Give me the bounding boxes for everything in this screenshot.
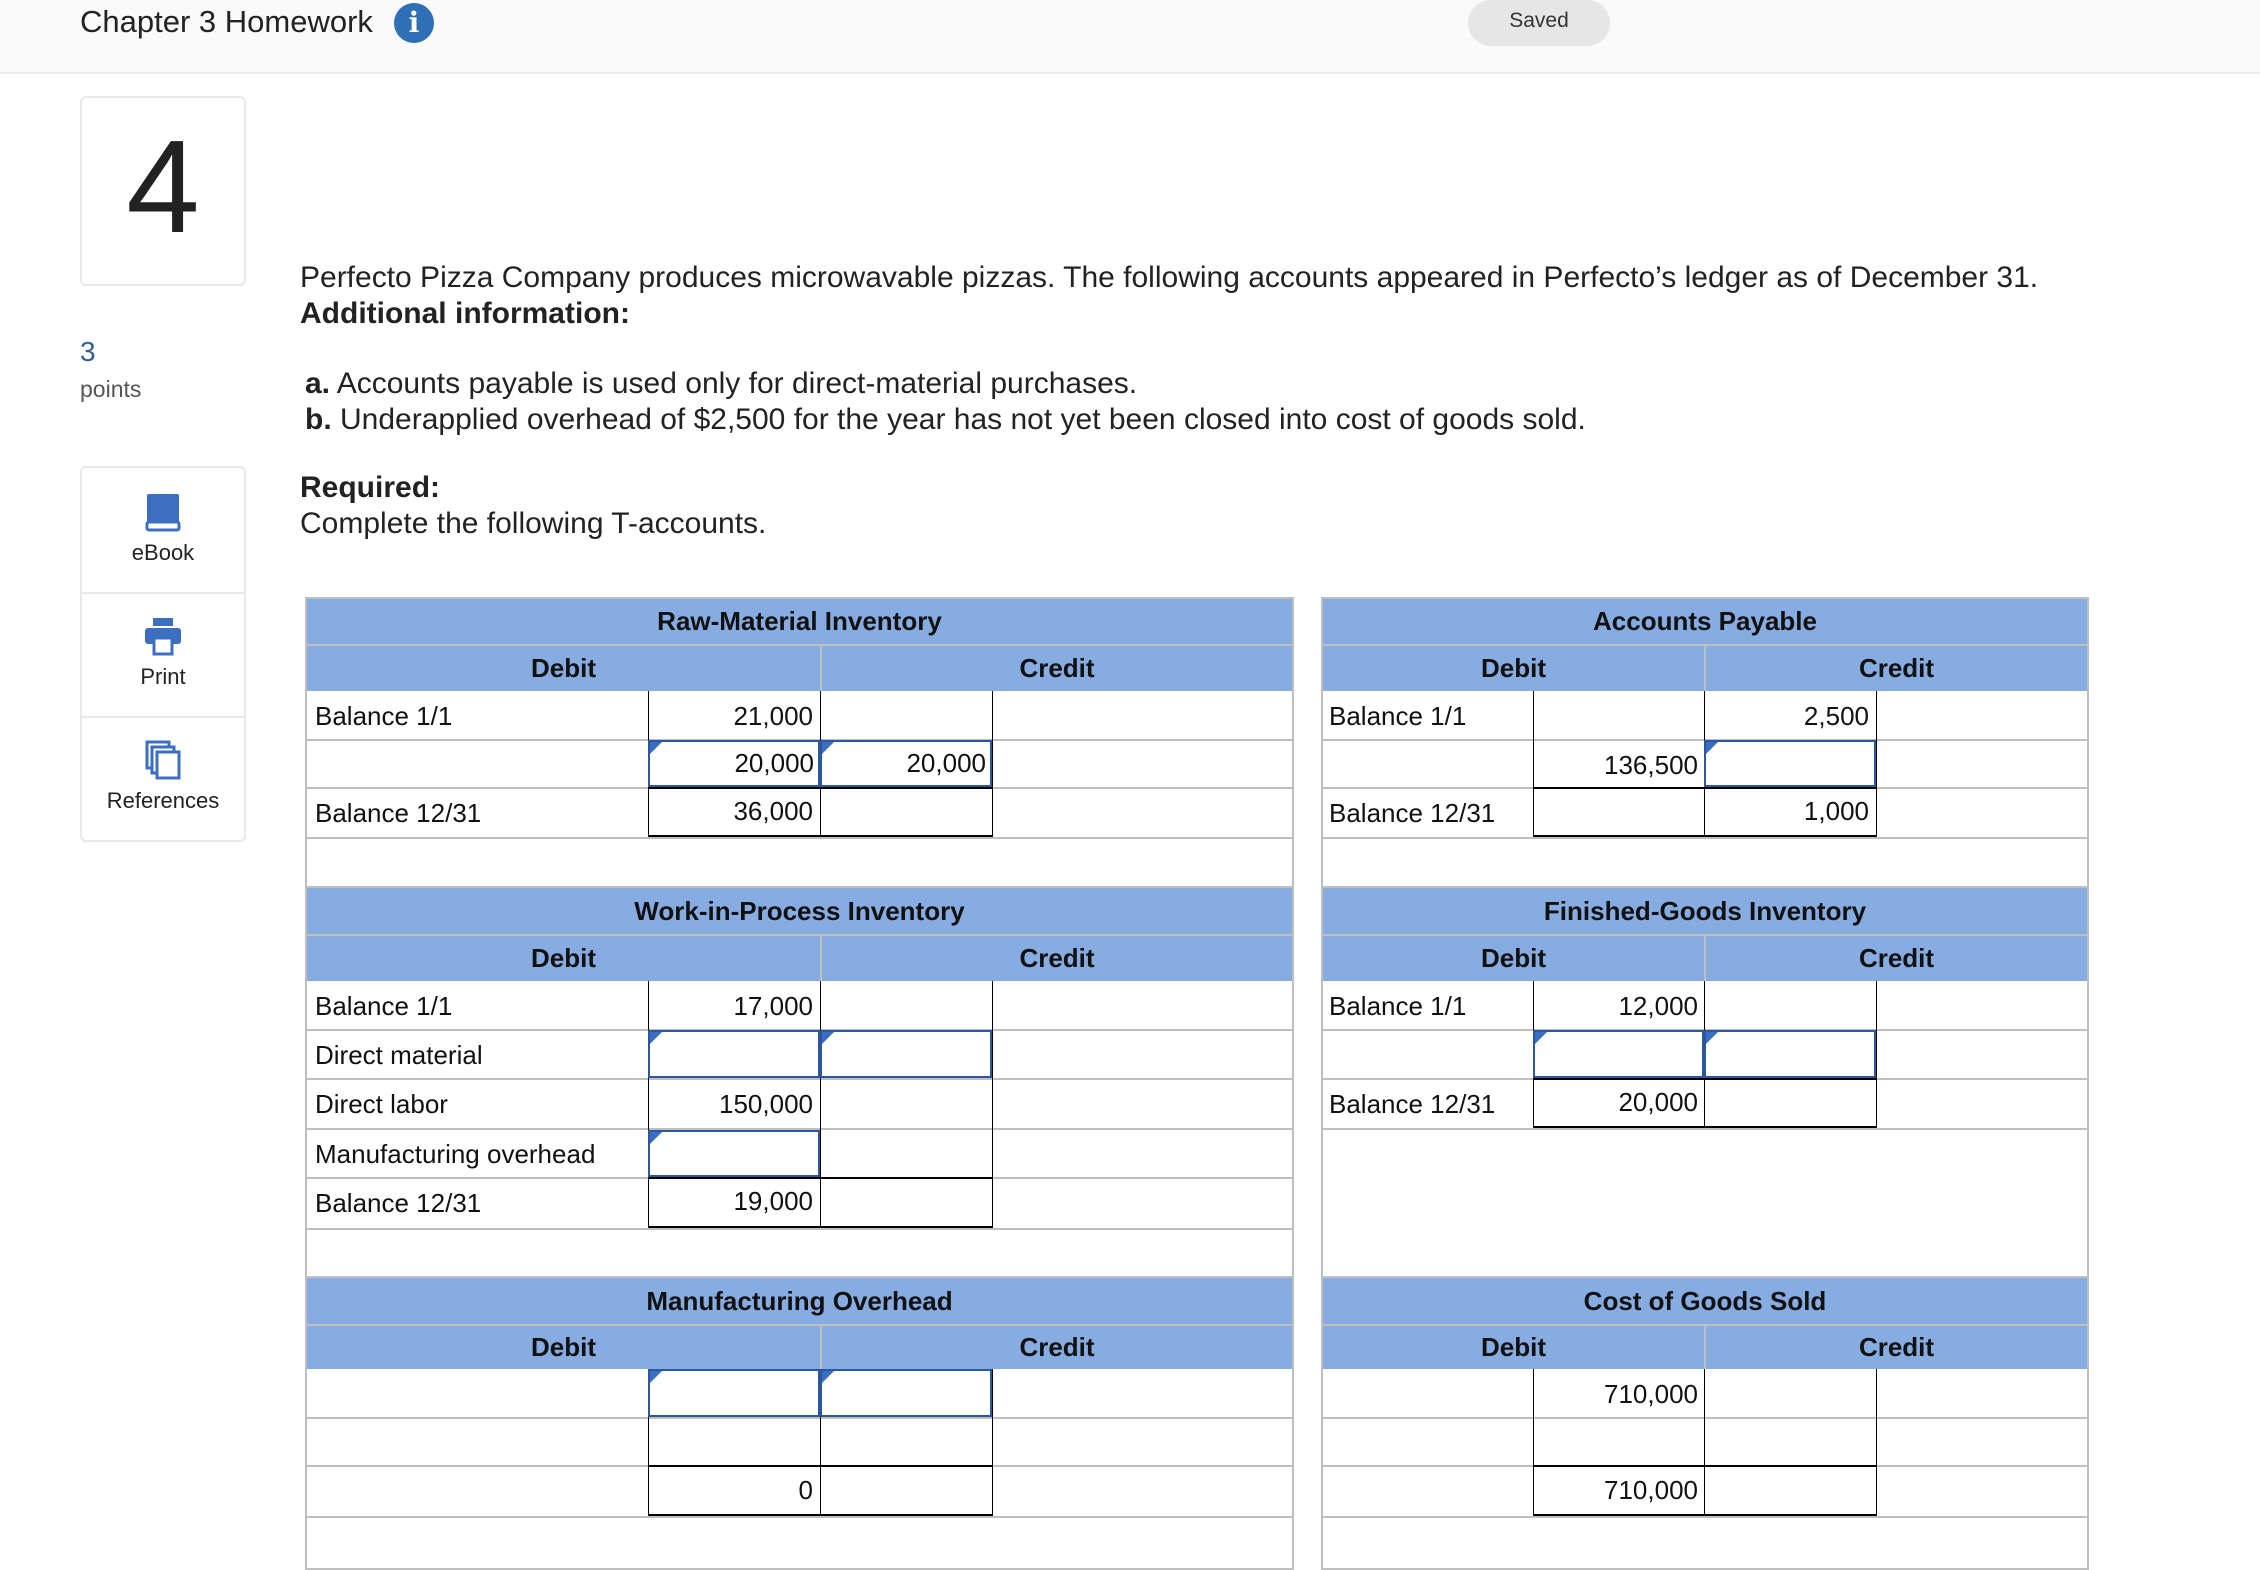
print-label: Print bbox=[140, 664, 186, 689]
references-label: References bbox=[106, 788, 220, 813]
finished-goods-debit-header: Debit bbox=[1481, 943, 1546, 973]
input-marker bbox=[822, 742, 834, 754]
accounts-payable-row2-credit-input[interactable] bbox=[1704, 740, 1876, 787]
points-label: points bbox=[80, 376, 142, 402]
print-button[interactable] bbox=[82, 592, 244, 718]
accounts-payable-row2-debit: 136,500 bbox=[1604, 750, 1698, 780]
accounts-payable-title: Accounts Payable bbox=[1593, 606, 1817, 636]
item-a-prefix: a. bbox=[305, 367, 331, 400]
raw-material-title: Raw-Material Inventory bbox=[657, 606, 942, 636]
item-b-prefix: b. bbox=[305, 403, 332, 436]
wip-credit-header: Credit bbox=[1019, 943, 1095, 973]
input-marker bbox=[650, 1132, 662, 1144]
printer-icon bbox=[143, 616, 183, 656]
points-value: 3 bbox=[80, 336, 96, 367]
finished-goods-row2-credit-input[interactable] bbox=[1704, 1030, 1876, 1078]
cogs-row3-debit: 710,000 bbox=[1604, 1475, 1698, 1505]
wip-row1-label: Balance 1/1 bbox=[315, 991, 453, 1021]
ebook-button[interactable] bbox=[82, 468, 244, 594]
wip-overhead-debit-input[interactable] bbox=[648, 1130, 820, 1177]
item-a-text: Accounts payable is used only for direct-material purchases. bbox=[336, 367, 1138, 400]
raw-material-row1-label: Balance 1/1 bbox=[315, 701, 453, 731]
manufacturing-overhead-credit-header: Credit bbox=[1019, 1332, 1095, 1362]
input-marker bbox=[822, 1032, 834, 1044]
raw-material-row2-credit-input[interactable] bbox=[820, 740, 992, 787]
input-marker bbox=[1535, 1032, 1547, 1044]
problem-text bbox=[300, 260, 2038, 542]
wip-row5-label: Balance 12/31 bbox=[315, 1188, 482, 1218]
accounts-payable-debit-header: Debit bbox=[1481, 653, 1546, 683]
finished-goods-row1-label: Balance 1/1 bbox=[1329, 991, 1467, 1021]
assignment-title: Chapter 3 Homework bbox=[80, 4, 373, 39]
manufacturing-overhead-row3-credit: 0 bbox=[798, 1475, 813, 1505]
input-marker bbox=[650, 742, 662, 754]
wip-row5-debit: 19,000 bbox=[733, 1186, 813, 1216]
input-marker bbox=[1706, 742, 1718, 754]
manufacturing-overhead-debit-header: Debit bbox=[531, 1332, 596, 1362]
accounts-payable-row3-credit: 1,000 bbox=[1803, 796, 1869, 826]
additional-info-heading: Additional information: bbox=[300, 297, 630, 330]
raw-material-row1-debit: 21,000 bbox=[733, 701, 813, 731]
finished-goods-credit-header: Credit bbox=[1858, 943, 1935, 973]
manufacturing-overhead-row1-debit-input[interactable] bbox=[648, 1369, 820, 1417]
book-icon bbox=[143, 492, 183, 532]
manufacturing-overhead-title: Manufacturing Overhead bbox=[646, 1286, 953, 1316]
problem-intro: Perfecto Pizza Company produces microwavable pizzas. The following accounts appeared in Perfecto’s ledger as of December 31. bbox=[300, 261, 2039, 294]
required-text: Complete the following T-accounts. bbox=[300, 507, 767, 540]
question-number: 4 bbox=[126, 113, 200, 260]
input-marker bbox=[650, 1032, 662, 1044]
ebook-label: eBook bbox=[131, 540, 195, 565]
wip-row1-debit: 17,000 bbox=[733, 991, 813, 1021]
raw-material-row3-debit: 36,000 bbox=[733, 796, 813, 826]
cogs-title: Cost of Goods Sold bbox=[1583, 1286, 1827, 1316]
accounts-payable-row1-credit: 2,500 bbox=[1803, 701, 1869, 731]
documents-icon bbox=[143, 740, 183, 780]
finished-goods-row3-label: Balance 12/31 bbox=[1329, 1089, 1496, 1119]
wip-debit-header: Debit bbox=[531, 943, 596, 973]
cogs-debit-header: Debit bbox=[1481, 1332, 1546, 1362]
top-bar bbox=[0, 0, 2260, 74]
input-marker bbox=[650, 1371, 662, 1383]
question-number-box bbox=[80, 96, 246, 286]
required-heading: Required: bbox=[300, 471, 441, 504]
item-b-text: Underapplied overhead of $2,500 for the year has not yet been closed into cost of goods sold. bbox=[340, 403, 1586, 436]
wip-title: Work-in-Process Inventory bbox=[634, 896, 965, 926]
t-accounts-worksheet bbox=[305, 597, 2089, 1570]
cogs-credit-header: Credit bbox=[1858, 1332, 1935, 1362]
input-marker bbox=[822, 1371, 834, 1383]
accounts-payable-row1-label: Balance 1/1 bbox=[1329, 701, 1467, 731]
wip-direct-material-credit-input[interactable] bbox=[820, 1030, 992, 1078]
accounts-payable-row3-label: Balance 12/31 bbox=[1329, 798, 1496, 828]
raw-material-row3-label: Balance 12/31 bbox=[315, 798, 482, 828]
raw-material-row2-debit-input[interactable] bbox=[648, 740, 820, 787]
info-icon[interactable]: i bbox=[394, 3, 434, 43]
raw-material-credit-header: Credit bbox=[1019, 653, 1095, 683]
tools-panel bbox=[80, 466, 246, 842]
wip-row3-debit: 150,000 bbox=[719, 1089, 813, 1119]
finished-goods-row2-debit-input[interactable] bbox=[1533, 1030, 1704, 1078]
wip-row2-label: Direct material bbox=[315, 1040, 483, 1070]
finished-goods-title: Finished-Goods Inventory bbox=[1543, 896, 1867, 926]
wip-row3-label: Direct labor bbox=[315, 1089, 448, 1119]
accounts-payable-credit-header: Credit bbox=[1858, 653, 1935, 683]
saved-status-badge: Saved bbox=[1468, 0, 1610, 46]
wip-row4-label: Manufacturing overhead bbox=[315, 1139, 596, 1169]
raw-material-debit-header: Debit bbox=[531, 653, 596, 683]
finished-goods-row3-debit: 20,000 bbox=[1618, 1087, 1698, 1117]
input-marker bbox=[1706, 1032, 1718, 1044]
finished-goods-row1-debit: 12,000 bbox=[1618, 991, 1698, 1021]
cogs-row1-debit: 710,000 bbox=[1604, 1379, 1698, 1409]
wip-direct-material-debit-input[interactable] bbox=[648, 1030, 820, 1078]
references-button[interactable] bbox=[82, 716, 244, 840]
manufacturing-overhead-row1-credit-input[interactable] bbox=[820, 1369, 992, 1417]
